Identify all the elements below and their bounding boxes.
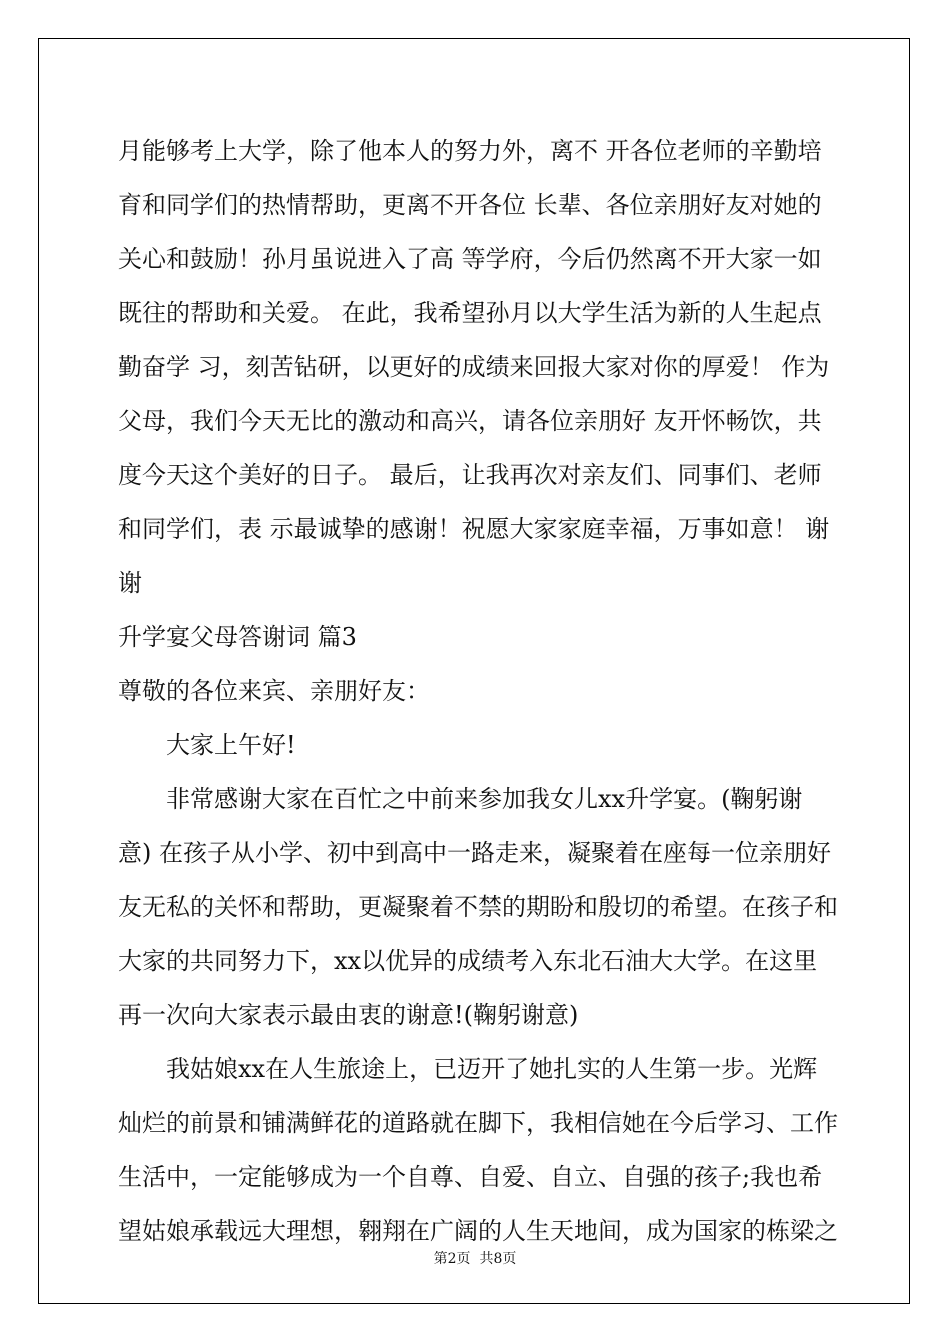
text-line: 再一次向大家表示最由衷的谢意!(鞠躬谢意)	[118, 1001, 579, 1029]
text-line: 度今天这个美好的日子。 最后，让我再次对亲友们、同事们、老师	[118, 461, 822, 489]
text-line: 谢	[118, 569, 142, 597]
text-line: 友无私的关怀和帮助，更凝聚着不禁的期盼和殷切的希望。在孩子和	[118, 893, 838, 921]
text-line: 和同学们，表 示最诚挚的感谢！祝愿大家家庭幸福，万事如意！ 谢	[118, 515, 830, 543]
greeting: 大家上午好!	[166, 731, 296, 759]
salutation: 尊敬的各位来宾、亲朋好友：	[118, 677, 430, 705]
text-line: 望姑娘承载远大理想，翱翔在广阔的人生天地间，成为国家的栋梁之	[118, 1217, 838, 1245]
text-line: 育和同学们的热情帮助，更离不开各位 长辈、各位亲朋好友对她的	[118, 191, 822, 219]
document-body	[118, 124, 838, 1258]
text-line: 意) 在孩子从小学、初中到高中一路走来，凝聚着在座每一位亲朋好	[118, 839, 831, 867]
paragraph-start: 我姑娘xx在人生旅途上，已迈开了她扎实的人生第一步。光辉	[166, 1055, 818, 1083]
text-line: 生活中，一定能够成为一个自尊、自爱、自立、自强的孩子;我也希	[118, 1163, 823, 1191]
text-line: 既往的帮助和关爱。 在此，我希望孙月以大学生活为新的人生起点	[118, 299, 822, 327]
paragraph-start: 非常感谢大家在百忙之中前来参加我女儿xx升学宴。(鞠躬谢	[166, 785, 803, 813]
section-heading: 升学宴父母答谢词 篇3	[118, 623, 357, 651]
text-line: 月能够考上大学，除了他本人的努力外，离不 开各位老师的辛勤培	[118, 137, 822, 165]
text-line: 灿烂的前景和铺满鲜花的道路就在脚下，我相信她在今后学习、工作	[118, 1109, 838, 1137]
text-line: 关心和鼓励！孙月虽说进入了高 等学府，今后仍然离不开大家一如	[118, 245, 822, 273]
page-number: 第2页 共8页	[433, 1251, 517, 1267]
text-line: 大家的共同努力下，xx以优异的成绩考入东北石油大大学。在这里	[118, 947, 818, 975]
text-line: 父母，我们今天无比的激动和高兴，请各位亲朋好 友开怀畅饮，共	[118, 407, 822, 435]
text-line: 勤奋学 习，刻苦钻研，以更好的成绩来回报大家对你的厚爱！ 作为	[118, 353, 830, 381]
